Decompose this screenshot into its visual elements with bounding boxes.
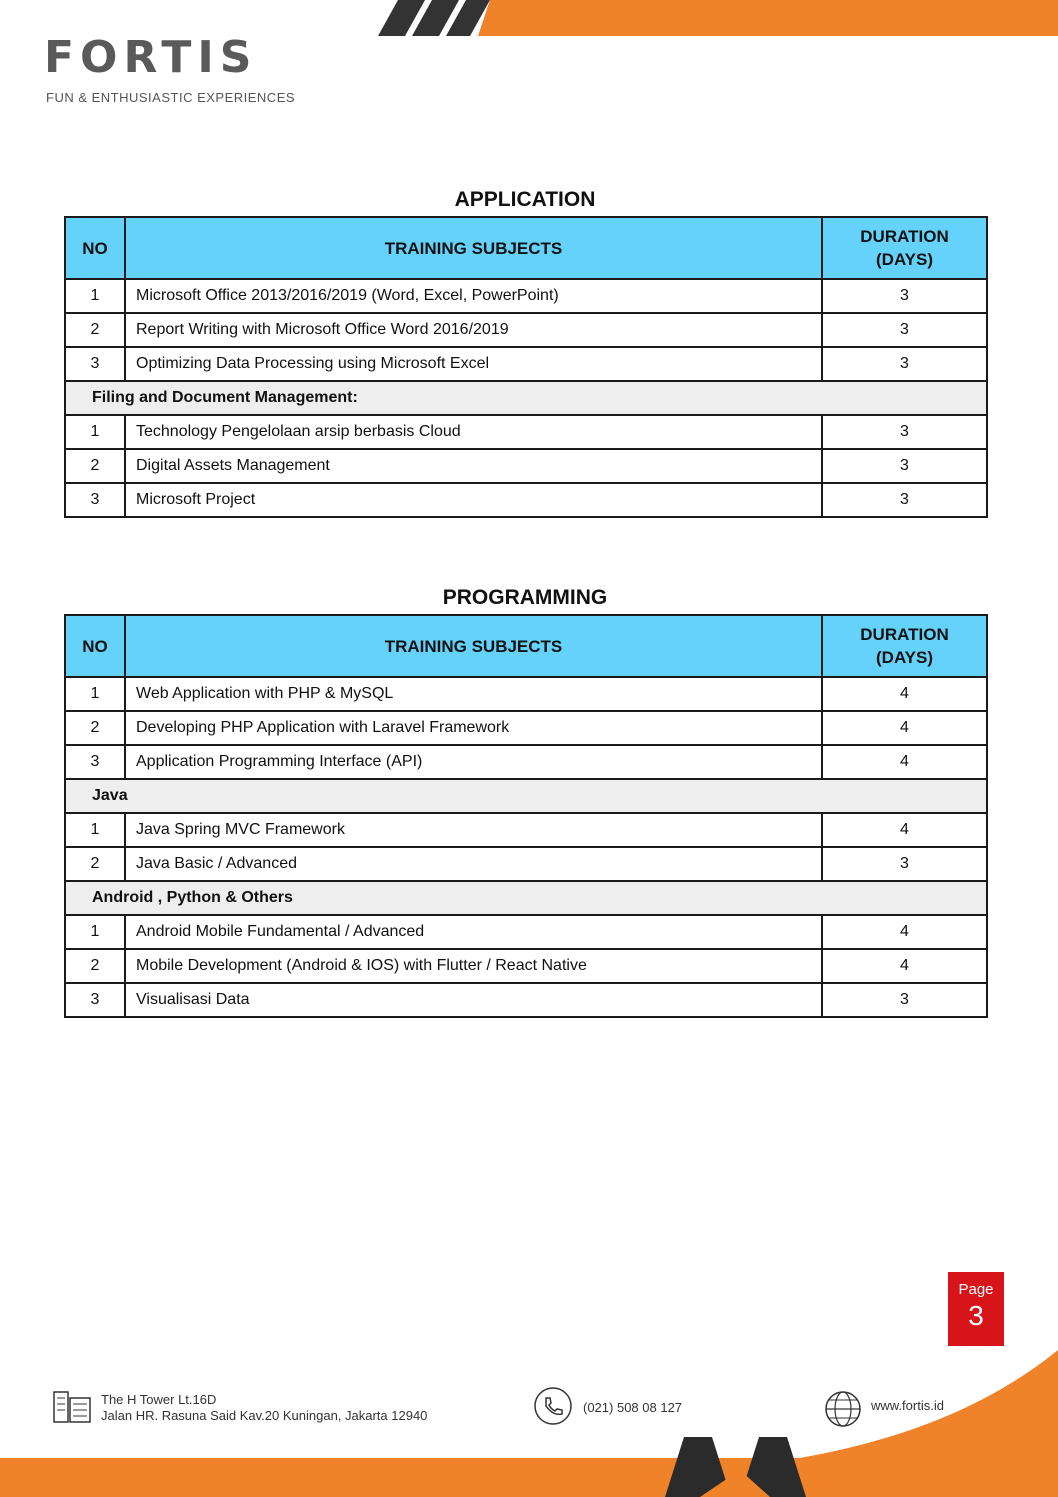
header-subjects: TRAINING SUBJECTS	[125, 615, 822, 677]
table-row	[65, 415, 987, 449]
programming-table	[64, 614, 988, 1018]
application-table-body	[65, 279, 987, 517]
footer	[0, 1380, 1058, 1497]
page-label: Page	[958, 1281, 994, 1298]
table-row	[65, 983, 987, 1017]
duration-cell: 4	[822, 915, 987, 949]
row-number: 2	[65, 449, 125, 483]
logo-wordmark: FORTIS	[44, 32, 258, 83]
row-number: 1	[65, 415, 125, 449]
subject-cell: Microsoft Project	[125, 483, 822, 517]
duration-cell: 3	[822, 279, 987, 313]
table-header-row	[65, 217, 987, 279]
footer-address-line1: The H Tower Lt.16D	[101, 1392, 217, 1407]
application-table	[64, 216, 988, 518]
table-row	[65, 279, 987, 313]
subject-cell: Java Spring MVC Framework	[125, 813, 822, 847]
header-no: NO	[65, 615, 125, 677]
duration-cell: 3	[822, 847, 987, 881]
subject-cell: Optimizing Data Processing using Microsoft Excel	[125, 347, 822, 381]
header-duration: DURATION (DAYS)	[822, 615, 987, 677]
subject-cell: Visualisasi Data	[125, 983, 822, 1017]
row-number: 1	[65, 813, 125, 847]
building-icon	[52, 1386, 94, 1424]
subject-cell: Android Mobile Fundamental / Advanced	[125, 915, 822, 949]
row-number: 1	[65, 279, 125, 313]
table-row	[65, 677, 987, 711]
table-row	[65, 847, 987, 881]
section-title-application: APPLICATION	[454, 188, 596, 211]
duration-cell: 3	[822, 483, 987, 517]
table-row	[65, 813, 987, 847]
fortis-logo	[44, 32, 296, 108]
subject-cell: Web Application with PHP & MySQL	[125, 677, 822, 711]
table-row	[65, 745, 987, 779]
row-number: 2	[65, 313, 125, 347]
row-number: 3	[65, 745, 125, 779]
subject-cell: Microsoft Office 2013/2016/2019 (Word, Excel, PowerPoint)	[125, 279, 822, 313]
duration-cell: 4	[822, 813, 987, 847]
page-number: 3	[968, 1300, 984, 1331]
header-subjects: TRAINING SUBJECTS	[125, 217, 822, 279]
row-number: 3	[65, 347, 125, 381]
table-row	[65, 313, 987, 347]
table-group-row	[65, 881, 987, 915]
table-row	[65, 949, 987, 983]
subject-cell: Java Basic / Advanced	[125, 847, 822, 881]
table-group-row	[65, 779, 987, 813]
subject-cell: Developing PHP Application with Laravel Framework	[125, 711, 822, 745]
subject-cell: Mobile Development (Android & IOS) with Flutter / React Native	[125, 949, 822, 983]
logo-tagline: FUN & ENTHUSIASTIC EXPERIENCES	[46, 90, 296, 105]
table-row	[65, 711, 987, 745]
duration-cell: 3	[822, 983, 987, 1017]
duration-cell: 3	[822, 347, 987, 381]
row-number: 2	[65, 711, 125, 745]
row-number: 1	[65, 677, 125, 711]
footer-address-line2: Jalan HR. Rasuna Said Kav.20 Kuningan, Jakarta 12940	[101, 1408, 428, 1423]
footer-phone: (021) 508 08 127	[583, 1400, 683, 1415]
subject-cell: Report Writing with Microsoft Office Word 2016/2019	[125, 313, 822, 347]
duration-cell: 4	[822, 745, 987, 779]
duration-cell: 4	[822, 949, 987, 983]
row-number: 3	[65, 983, 125, 1017]
table-row	[65, 449, 987, 483]
duration-cell: 4	[822, 677, 987, 711]
globe-icon	[824, 1390, 862, 1428]
group-label: Java	[65, 779, 987, 813]
table-row	[65, 347, 987, 381]
duration-cell: 4	[822, 711, 987, 745]
duration-cell: 3	[822, 415, 987, 449]
group-label: Filing and Document Management:	[65, 381, 987, 415]
group-label: Android , Python & Others	[65, 881, 987, 915]
programming-table-body	[65, 677, 987, 1017]
table-row	[65, 915, 987, 949]
table-group-row	[65, 381, 987, 415]
row-number: 3	[65, 483, 125, 517]
subject-cell: Application Programming Interface (API)	[125, 745, 822, 779]
subject-cell: Technology Pengelolaan arsip berbasis Cloud	[125, 415, 822, 449]
row-number: 2	[65, 949, 125, 983]
header-duration: DURATION (DAYS)	[822, 217, 987, 279]
row-number: 1	[65, 915, 125, 949]
table-header-row	[65, 615, 987, 677]
duration-cell: 3	[822, 313, 987, 347]
row-number: 2	[65, 847, 125, 881]
table-row	[65, 483, 987, 517]
duration-cell: 3	[822, 449, 987, 483]
section-title-programming: PROGRAMMING	[442, 586, 608, 609]
subject-cell: Digital Assets Management	[125, 449, 822, 483]
page-number-badge	[948, 1272, 1004, 1346]
phone-icon	[533, 1386, 573, 1426]
footer-website: www.fortis.id	[871, 1398, 944, 1413]
header-no: NO	[65, 217, 125, 279]
